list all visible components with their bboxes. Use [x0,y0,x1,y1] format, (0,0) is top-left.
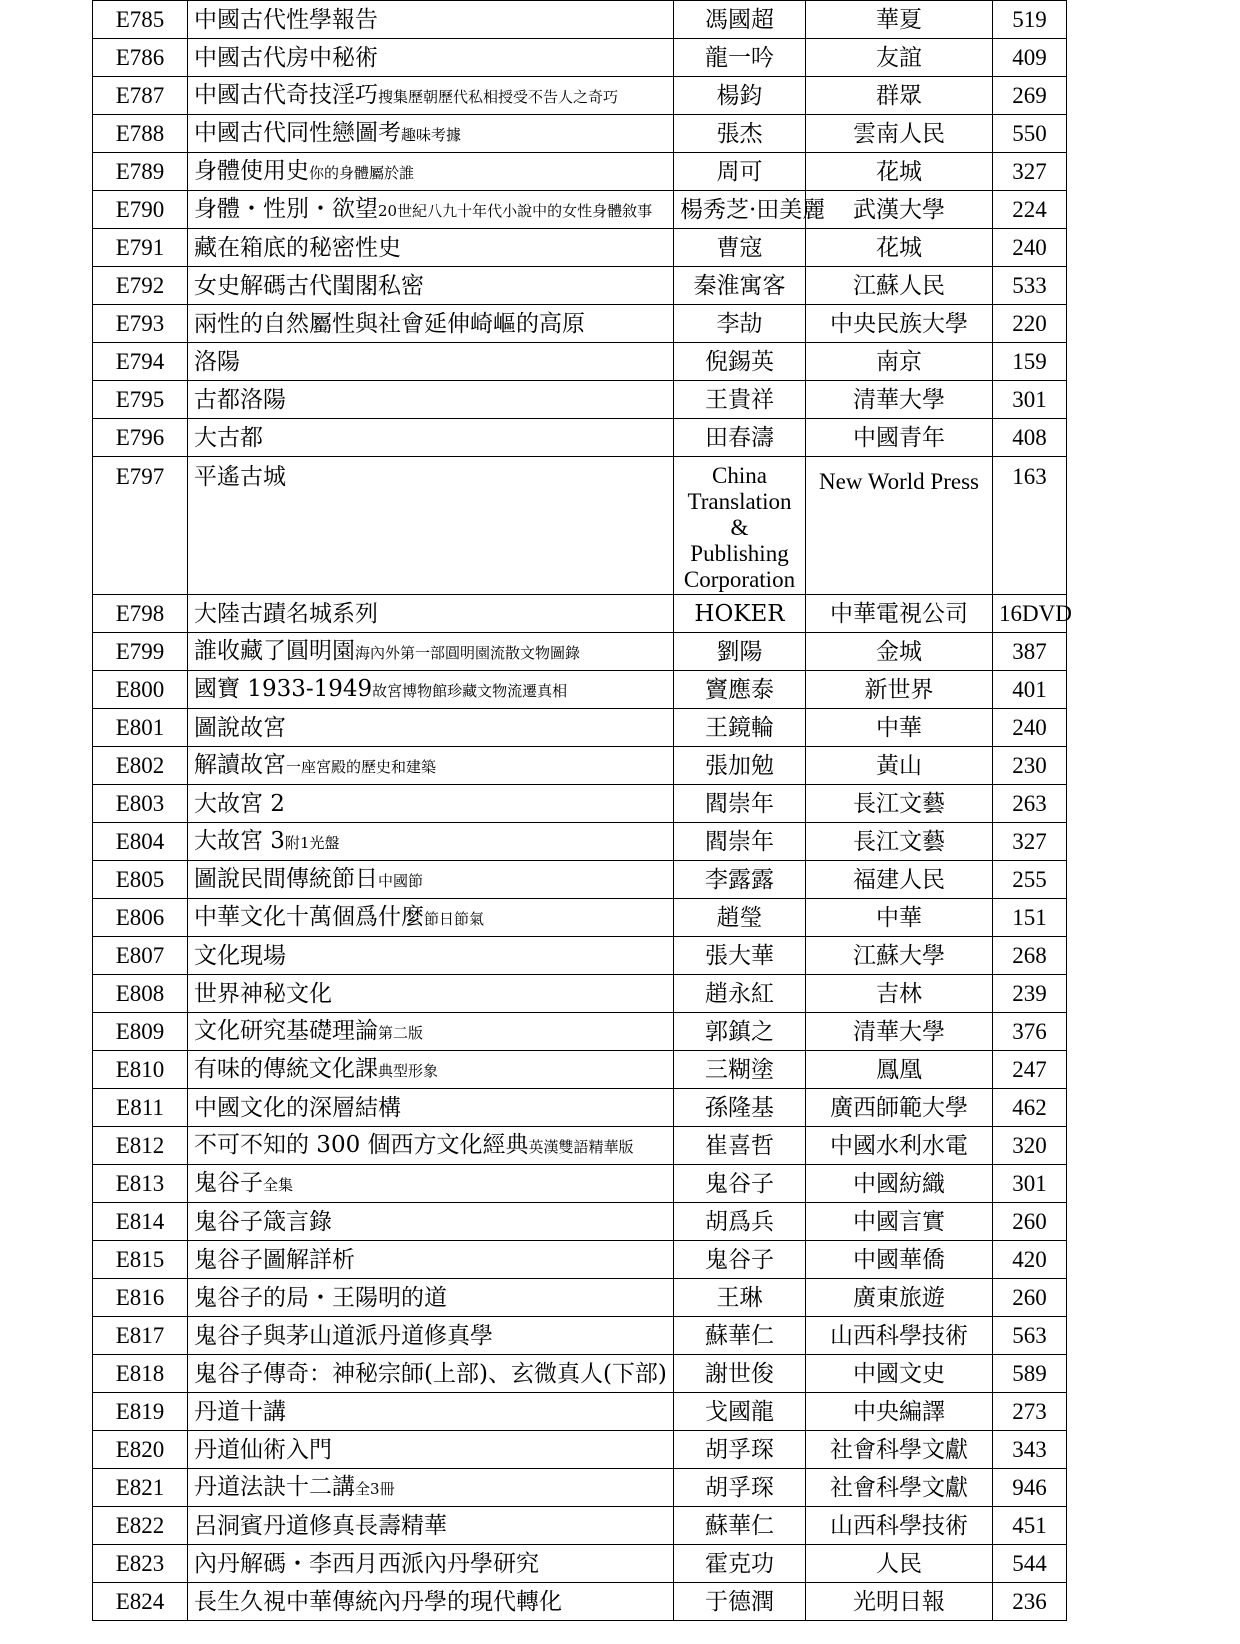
author-cell: 竇應泰 [674,671,806,709]
catalog-body [93,1,1072,1621]
table-row [93,39,1067,77]
publisher-cell: 社會科學文獻 [806,1431,993,1469]
author-cell: 楊鈞 [674,77,806,115]
title-cell [188,1203,674,1241]
publisher-cell: 中國紡織 [806,1165,993,1203]
item-id-cell: E821 [93,1469,188,1507]
publisher-cell: 中央民族大學 [806,305,993,343]
title-cell [188,39,674,77]
title-cell [188,381,674,419]
title-text: 圖說民間傳統節日 [194,865,378,892]
publisher-cell: 江蘇人民 [806,267,993,305]
publisher-cell: New World Press [806,457,993,595]
title-note: 海內外第一部圓明園流散文物圖錄 [355,643,581,662]
item-id-cell: E801 [93,709,188,747]
table-row [93,381,1067,419]
title-cell [188,153,674,191]
publisher-cell: 花城 [806,153,993,191]
title-cell [188,1165,674,1203]
pages-cell: 301 [993,1165,1067,1203]
author-cell: 孫隆基 [674,1089,806,1127]
title-text: 中華文化十萬個爲什麼 [194,903,424,930]
title-cell [188,1241,674,1279]
publisher-cell: 中華 [806,899,993,937]
title-text: 身體使用史 [194,157,309,184]
item-id-cell: E812 [93,1127,188,1165]
table-row [93,343,1067,381]
publisher-cell: 武漢大學 [806,191,993,229]
publisher-cell: 鳳凰 [806,1051,993,1089]
publisher-cell: 南京 [806,343,993,381]
table-row [93,1507,1067,1545]
title-note: 你的身體屬於誰 [309,163,415,182]
pages-cell: 16DVD [993,595,1067,633]
catalog-table [92,0,1072,1621]
table-row [93,419,1067,457]
table-row [93,785,1067,823]
pages-cell: 263 [993,785,1067,823]
table-row [93,1545,1067,1583]
table-row [93,1583,1067,1621]
title-cell [188,1507,674,1545]
title-note: 英漢雙語精華版 [528,1137,634,1156]
title-text: 文化研究基礎理論 [194,1017,378,1044]
table-row [93,1,1067,39]
publisher-cell: 中國華僑 [806,1241,993,1279]
author-cell: 胡爲兵 [674,1203,806,1241]
publisher-cell: 中國文史 [806,1355,993,1393]
pages-cell: 327 [993,153,1067,191]
item-id-cell: E797 [93,457,188,595]
author-cell: 于德潤 [674,1583,806,1621]
publisher-cell: 社會科學文獻 [806,1469,993,1507]
author-cell: 劉陽 [674,633,806,671]
item-id-cell: E796 [93,419,188,457]
item-id-cell: E786 [93,39,188,77]
item-id-cell: E803 [93,785,188,823]
author-cell: 蘇華仁 [674,1317,806,1355]
publisher-cell: 華夏 [806,1,993,39]
title-text: 鬼谷子的局・王陽明的道 [194,1284,447,1311]
title-text: 鬼谷子與茅山道派丹道修真學 [194,1322,493,1349]
title-cell [188,229,674,267]
publisher-cell: 新世界 [806,671,993,709]
table-row [93,191,1067,229]
table-row [93,1203,1067,1241]
title-text: 鬼谷子圖解詳析 [194,1246,355,1273]
author-cell: 三糊塗 [674,1051,806,1089]
title-cell [188,1583,674,1621]
title-cell [188,1013,674,1051]
title-text: 世界神秘文化 [194,980,332,1007]
pages-cell: 224 [993,191,1067,229]
author-cell: 馮國超 [674,1,806,39]
title-note: 節日節氣 [424,909,485,928]
item-id-cell: E806 [93,899,188,937]
item-id-cell: E792 [93,267,188,305]
table-row [93,1393,1067,1431]
publisher-cell: 廣西師範大學 [806,1089,993,1127]
item-id-cell: E810 [93,1051,188,1089]
item-id-cell: E799 [93,633,188,671]
title-cell [188,1089,674,1127]
title-note: 中國節 [378,871,424,890]
title-text: 兩性的自然屬性與社會延伸崎嶇的高原 [194,310,585,337]
publisher-cell: 中華 [806,709,993,747]
author-cell: 崔喜哲 [674,1127,806,1165]
title-cell [188,709,674,747]
title-text: 誰收藏了圓明園 [194,637,355,664]
pages-cell: 343 [993,1431,1067,1469]
table-row [93,1431,1067,1469]
title-text: 圖說故宮 [194,714,286,741]
author-cell: 蘇華仁 [674,1507,806,1545]
table-row [93,229,1067,267]
pages-cell: 563 [993,1317,1067,1355]
item-id-cell: E785 [93,1,188,39]
title-note: 全3冊 [355,1479,395,1498]
item-id-cell: E798 [93,595,188,633]
title-cell [188,633,674,671]
item-id-cell: E815 [93,1241,188,1279]
table-row [93,305,1067,343]
title-text: 身體・性別・欲望 [194,195,378,222]
author-cell: 謝世俊 [674,1355,806,1393]
publisher-cell: 友誼 [806,39,993,77]
title-cell [188,1127,674,1165]
title-cell [188,1469,674,1507]
title-cell [188,1545,674,1583]
title-cell [188,267,674,305]
author-cell: 胡孚琛 [674,1431,806,1469]
title-text: 解讀故宮 [194,751,286,778]
title-text: 大故宮 2 [194,790,285,817]
author-cell: China Translation & Publishing Corporation [674,457,806,595]
pages-cell: 376 [993,1013,1067,1051]
table-row [93,1355,1067,1393]
item-id-cell: E793 [93,305,188,343]
title-cell [188,823,674,861]
author-cell: 張加勉 [674,747,806,785]
title-cell [188,1,674,39]
table-row [93,153,1067,191]
publisher-cell: 山西科學技術 [806,1507,993,1545]
pages-cell: 589 [993,1355,1067,1393]
title-note: 20世紀八九十年代小說中的女性身體敘事 [378,201,653,220]
publisher-cell: 中國言實 [806,1203,993,1241]
author-cell: 田春濤 [674,419,806,457]
item-id-cell: E794 [93,343,188,381]
title-text: 鬼谷子 [194,1169,263,1196]
title-text: 古都洛陽 [194,386,286,413]
table-row [93,1013,1067,1051]
pages-cell: 230 [993,747,1067,785]
title-note: 搜集歷朝歷代私相授受不告人之奇巧 [378,87,619,106]
title-cell [188,595,674,633]
author-cell: 秦淮寓客 [674,267,806,305]
pages-cell: 946 [993,1469,1067,1507]
author-cell: 王貴祥 [674,381,806,419]
title-cell [188,1317,674,1355]
author-cell: 鬼谷子 [674,1241,806,1279]
title-cell [188,191,674,229]
title-cell [188,115,674,153]
publisher-cell: 金城 [806,633,993,671]
title-note: 故宮博物館珍藏文物流遷真相 [372,681,568,700]
publisher-cell: 雲南人民 [806,115,993,153]
title-cell [188,747,674,785]
table-row [93,633,1067,671]
title-cell [188,1279,674,1317]
table-row [93,267,1067,305]
title-cell [188,937,674,975]
pages-cell: 247 [993,1051,1067,1089]
table-row [93,1165,1067,1203]
pages-cell: 301 [993,381,1067,419]
table-row [93,747,1067,785]
title-text: 丹道法訣十二講 [194,1473,355,1500]
title-text: 大陸古蹟名城系列 [194,600,378,627]
table-row [93,1089,1067,1127]
item-id-cell: E805 [93,861,188,899]
item-id-cell: E790 [93,191,188,229]
publisher-cell: 中國青年 [806,419,993,457]
publisher-cell: 山西科學技術 [806,1317,993,1355]
author-cell: 曹寇 [674,229,806,267]
table-row [93,595,1067,633]
pages-cell: 533 [993,267,1067,305]
table-row [93,1279,1067,1317]
title-text: 中國古代同性戀圖考 [194,119,401,146]
table-row [93,671,1067,709]
pages-cell: 236 [993,1583,1067,1621]
title-cell [188,1355,674,1393]
title-text: 丹道仙術入門 [194,1436,332,1463]
publisher-cell: 江蘇大學 [806,937,993,975]
title-cell [188,899,674,937]
item-id-cell: E820 [93,1431,188,1469]
title-text: 大古都 [194,424,263,451]
title-note: 一座宮殿的歷史和建築 [286,757,437,776]
item-id-cell: E811 [93,1089,188,1127]
publisher-cell: 光明日報 [806,1583,993,1621]
publisher-cell: 廣東旅遊 [806,1279,993,1317]
author-cell: 楊秀芝·田美麗 [674,191,806,229]
title-text: 國寶 1933-1949 [194,675,373,702]
pages-cell: 269 [993,77,1067,115]
title-text: 藏在箱底的秘密性史 [194,234,401,261]
title-cell [188,975,674,1013]
title-text: 大故宮 3 [194,827,285,854]
item-id-cell: E814 [93,1203,188,1241]
publisher-cell: 中華電視公司 [806,595,993,633]
item-id-cell: E795 [93,381,188,419]
author-cell: 李露露 [674,861,806,899]
title-text: 丹道十講 [194,1398,286,1425]
pages-cell: 163 [993,457,1067,595]
pages-cell: 387 [993,633,1067,671]
pages-cell: 260 [993,1279,1067,1317]
pages-cell: 550 [993,115,1067,153]
pages-cell: 462 [993,1089,1067,1127]
title-text: 鬼谷子箴言錄 [194,1208,332,1235]
publisher-cell: 黃山 [806,747,993,785]
pages-cell: 408 [993,419,1067,457]
table-row [93,937,1067,975]
title-text: 內丹解碼・李西月西派內丹學研究 [194,1550,539,1577]
item-id-cell: E804 [93,823,188,861]
pages-cell: 255 [993,861,1067,899]
item-id-cell: E788 [93,115,188,153]
pages-cell: 240 [993,229,1067,267]
author-cell: 李劼 [674,305,806,343]
pages-cell: 320 [993,1127,1067,1165]
table-row [93,861,1067,899]
item-id-cell: E818 [93,1355,188,1393]
item-id-cell: E800 [93,671,188,709]
title-text: 文化現場 [194,942,286,969]
item-id-cell: E822 [93,1507,188,1545]
item-id-cell: E791 [93,229,188,267]
title-cell [188,419,674,457]
pages-cell: 239 [993,975,1067,1013]
title-cell [188,305,674,343]
author-cell: 郭鎮之 [674,1013,806,1051]
item-id-cell: E823 [93,1545,188,1583]
pages-cell: 420 [993,1241,1067,1279]
title-cell [188,1393,674,1431]
author-cell: 趙永紅 [674,975,806,1013]
author-cell: 張杰 [674,115,806,153]
pages-cell: 268 [993,937,1067,975]
pages-cell: 159 [993,343,1067,381]
table-row [93,1469,1067,1507]
table-row [93,1127,1067,1165]
table-row [93,709,1067,747]
pages-cell: 273 [993,1393,1067,1431]
table-row [93,1317,1067,1355]
publisher-cell: 清華大學 [806,1013,993,1051]
title-note: 第二版 [378,1023,424,1042]
author-cell: 龍一吟 [674,39,806,77]
title-cell [188,861,674,899]
title-text: 女史解碼古代閨閣私密 [194,272,424,299]
title-note: 附1光盤 [284,833,340,852]
author-cell: 張大華 [674,937,806,975]
title-text: 平遙古城 [194,464,286,490]
item-id-cell: E809 [93,1013,188,1051]
item-id-cell: E789 [93,153,188,191]
title-text: 鬼谷子傳奇：神秘宗師(上部)、玄微真人(下部) [194,1360,667,1387]
item-id-cell: E817 [93,1317,188,1355]
title-text: 中國古代奇技淫巧 [194,81,378,108]
title-cell [188,457,674,595]
author-cell: 閻崇年 [674,823,806,861]
table-row [93,115,1067,153]
table-row [93,1051,1067,1089]
title-cell [188,77,674,115]
title-cell [188,671,674,709]
title-text: 中國古代房中秘術 [194,44,378,71]
title-cell [188,785,674,823]
pages-cell: 451 [993,1507,1067,1545]
title-cell [188,1431,674,1469]
title-text: 有味的傳統文化課 [194,1055,378,1082]
table-row [93,77,1067,115]
author-cell: HOKER [674,595,806,633]
table-row [93,899,1067,937]
title-text: 中國古代性學報告 [194,6,378,33]
title-text: 洛陽 [194,348,240,375]
author-cell: 王琳 [674,1279,806,1317]
pages-cell: 327 [993,823,1067,861]
publisher-cell: 群眾 [806,77,993,115]
table-row [93,823,1067,861]
pages-cell: 409 [993,39,1067,77]
title-note: 全集 [263,1175,294,1194]
author-cell: 周可 [674,153,806,191]
publisher-cell: 人民 [806,1545,993,1583]
title-note: 趣味考據 [401,125,462,144]
author-cell: 倪錫英 [674,343,806,381]
item-id-cell: E787 [93,77,188,115]
item-id-cell: E813 [93,1165,188,1203]
pages-cell: 260 [993,1203,1067,1241]
publisher-cell: 福建人民 [806,861,993,899]
publisher-cell: 長江文藝 [806,785,993,823]
publisher-cell: 清華大學 [806,381,993,419]
publisher-cell: 中央編譯 [806,1393,993,1431]
author-cell: 戈國龍 [674,1393,806,1431]
item-id-cell: E808 [93,975,188,1013]
author-cell: 趙瑩 [674,899,806,937]
title-text: 呂洞賓丹道修真長壽精華 [194,1512,447,1539]
table-row [93,1241,1067,1279]
publisher-cell: 花城 [806,229,993,267]
publisher-cell: 長江文藝 [806,823,993,861]
pages-cell: 220 [993,305,1067,343]
pages-cell: 151 [993,899,1067,937]
table-row [93,457,1067,595]
item-id-cell: E807 [93,937,188,975]
pages-cell: 401 [993,671,1067,709]
pages-cell: 544 [993,1545,1067,1583]
publisher-cell: 吉林 [806,975,993,1013]
title-cell [188,343,674,381]
item-id-cell: E824 [93,1583,188,1621]
author-cell: 鬼谷子 [674,1165,806,1203]
title-cell [188,1051,674,1089]
item-id-cell: E819 [93,1393,188,1431]
title-text: 長生久視中華傳統內丹學的現代轉化 [194,1588,562,1615]
author-cell: 胡孚琛 [674,1469,806,1507]
author-cell: 閻崇年 [674,785,806,823]
pages-cell: 519 [993,1,1067,39]
title-note: 典型形象 [378,1061,439,1080]
author-cell: 霍克功 [674,1545,806,1583]
title-text: 不可不知的 300 個西方文化經典 [194,1131,529,1158]
author-cell: 王鏡輪 [674,709,806,747]
item-id-cell: E816 [93,1279,188,1317]
pages-cell: 240 [993,709,1067,747]
publisher-cell: 中國水利水電 [806,1127,993,1165]
item-id-cell: E802 [93,747,188,785]
table-row [93,975,1067,1013]
title-text: 中國文化的深層結構 [194,1094,401,1121]
